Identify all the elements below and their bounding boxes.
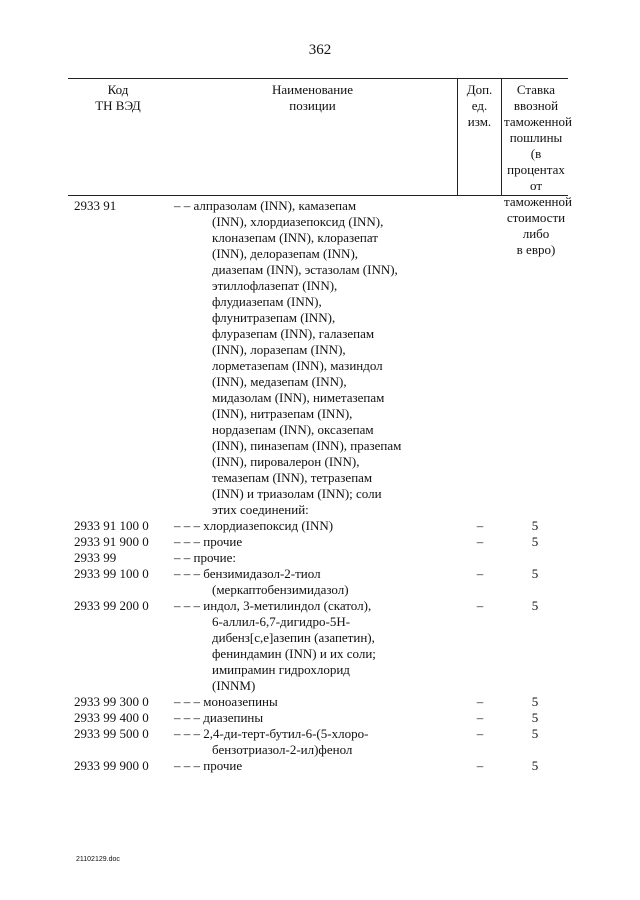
row-description-line: лорметазепам (INN), мазиндол [212, 358, 383, 373]
row-description-line: (INN), пиназепам (INN), празепам [212, 438, 402, 453]
table-row [68, 726, 568, 758]
footer-filename: 21102129.doc [76, 856, 120, 863]
row-description [168, 710, 458, 726]
row-description-line: – – – прочие [174, 758, 243, 773]
table-row [68, 758, 568, 774]
row-code: 2933 99 500 0 [74, 726, 149, 741]
row-rate: 5 [531, 534, 539, 549]
header-unit [458, 79, 502, 195]
header-code-line: Код [107, 82, 129, 97]
row-description-line: – – – диазепины [174, 710, 264, 725]
header-rate-line: в евро) [516, 242, 556, 257]
row-rate: 5 [531, 566, 539, 581]
header-rate-line: стоимости либо [506, 210, 566, 241]
row-code: 2933 91 [74, 198, 117, 213]
row-description [168, 598, 458, 694]
row-description-line: – – – бензимидазол-2-тиол [174, 566, 321, 581]
header-rate-line: (в процентах от [507, 146, 565, 193]
header-rate-line: Ставка ввозной [513, 82, 559, 113]
row-description-line: темазепам (INN), тетразепам [212, 470, 373, 485]
header-rate [502, 79, 572, 257]
row-description-line: (INN), медазепам (INN), [212, 374, 347, 389]
row-code: 2933 99 200 0 [74, 598, 149, 613]
table-row [68, 518, 568, 534]
row-code: 2933 99 300 0 [74, 694, 149, 709]
row-rate: 5 [531, 710, 539, 725]
row-unit: – [476, 710, 484, 725]
header-rate-line: таможенной [504, 114, 572, 129]
row-description-line: имипрамин гидрохлорид [212, 662, 350, 677]
tariff-table [68, 78, 572, 774]
row-description-line: (INN) и триазолам (INN); соли [212, 486, 382, 501]
table-body [68, 194, 572, 774]
row-rate: 5 [531, 758, 539, 773]
row-description-line: 6-аллил-6,7-дигидро-5Н- [212, 614, 351, 629]
row-description-line: этиллофлазепат (INN), [212, 278, 338, 293]
row-code: 2933 99 [74, 550, 117, 565]
row-description-line: (INN), лоразепам (INN), [212, 342, 346, 357]
row-description-line: фениндамин (INN) и их соли; [212, 646, 376, 661]
header-unit-line: ед. [471, 98, 488, 113]
row-description [168, 518, 458, 534]
header-name [168, 79, 458, 195]
row-unit [458, 198, 502, 518]
header-name-line: позиции [289, 98, 336, 113]
row-description-line: – – – моноазепины [174, 694, 278, 709]
row-description-line: клоназепам (INN), клоразепат [212, 230, 378, 245]
row-unit: – [476, 518, 484, 533]
row-rate: 5 [531, 694, 539, 709]
row-description-line: – – – прочие [174, 534, 243, 549]
row-description-line: этих соединений: [212, 502, 309, 517]
header-unit-line: изм. [467, 114, 492, 129]
row-description-line: – – прочие: [174, 550, 236, 565]
header-name-line: Наименование [272, 82, 353, 97]
row-rate: 5 [531, 598, 539, 613]
row-code: 2933 99 900 0 [74, 758, 149, 773]
row-rate [502, 198, 568, 518]
row-code: 2933 99 100 0 [74, 566, 149, 581]
row-description [168, 534, 458, 550]
row-description [168, 726, 458, 758]
row-code: 2933 91 900 0 [74, 534, 149, 549]
table-row [68, 710, 568, 726]
row-rate: 5 [531, 726, 539, 741]
row-description [168, 566, 458, 598]
table-row [68, 694, 568, 710]
row-description-line: (меркаптобензимидазол) [212, 582, 349, 597]
row-description-line: диазепам (INN), эстазолам (INN), [212, 262, 398, 277]
table-row [68, 598, 568, 694]
row-unit: – [476, 694, 484, 709]
row-description-line: (INN), пировалерон (INN), [212, 454, 360, 469]
header-code-line: ТН ВЭД [95, 98, 141, 113]
row-description-line: (INN), нитразепам (INN), [212, 406, 353, 421]
table-row [68, 534, 568, 550]
row-rate: 5 [531, 518, 539, 533]
row-unit: – [476, 566, 484, 581]
row-description-line: флудиазепам (INN), [212, 294, 322, 309]
row-description-line: (INN), делоразепам (INN), [212, 246, 359, 261]
row-rate [502, 550, 568, 566]
row-description [168, 758, 458, 774]
row-unit: – [476, 598, 484, 613]
row-description-line: мидазолам (INN), ниметазепам [212, 390, 385, 405]
header-unit-line: Доп. [466, 82, 493, 97]
table-row [68, 550, 568, 566]
row-description-line: – – – 2,4-ди-терт-бутил-6-(5-хлоро- [174, 726, 369, 741]
row-description [168, 550, 458, 566]
row-description [168, 694, 458, 710]
row-description-line: дибенз[с,е]азепин (азапетин), [212, 630, 375, 645]
header-code [68, 79, 168, 195]
row-description [168, 198, 458, 518]
row-unit: – [476, 726, 484, 741]
row-code: 2933 99 400 0 [74, 710, 149, 725]
header-rate-line: таможенной [504, 194, 572, 209]
row-description-line: флунитразепам (INN), [212, 310, 336, 325]
row-description-line: – – – хлордиазепоксид (INN) [174, 518, 334, 533]
table-row [68, 566, 568, 598]
row-description-line: – – алпразолам (INN), камазепам [174, 198, 357, 213]
header-rate-line: пошлины [509, 130, 563, 145]
row-description-line: флуразепам (INN), галазепам [212, 326, 375, 341]
row-description-line: – – – индол, 3-метилиндол (скатол), [174, 598, 372, 613]
table-row [68, 198, 568, 518]
row-description-line: (INNM) [212, 678, 256, 693]
row-code: 2933 91 100 0 [74, 518, 149, 533]
row-description-line: бензотриазол-2-ил)фенол [212, 742, 353, 757]
row-unit: – [476, 534, 484, 549]
page-number: 362 [308, 42, 332, 58]
row-description-line: (INN), хлордиазепоксид (INN), [212, 214, 384, 229]
row-unit: – [476, 758, 484, 773]
row-unit [458, 550, 502, 566]
row-description-line: нордазепам (INN), оксазепам [212, 422, 374, 437]
